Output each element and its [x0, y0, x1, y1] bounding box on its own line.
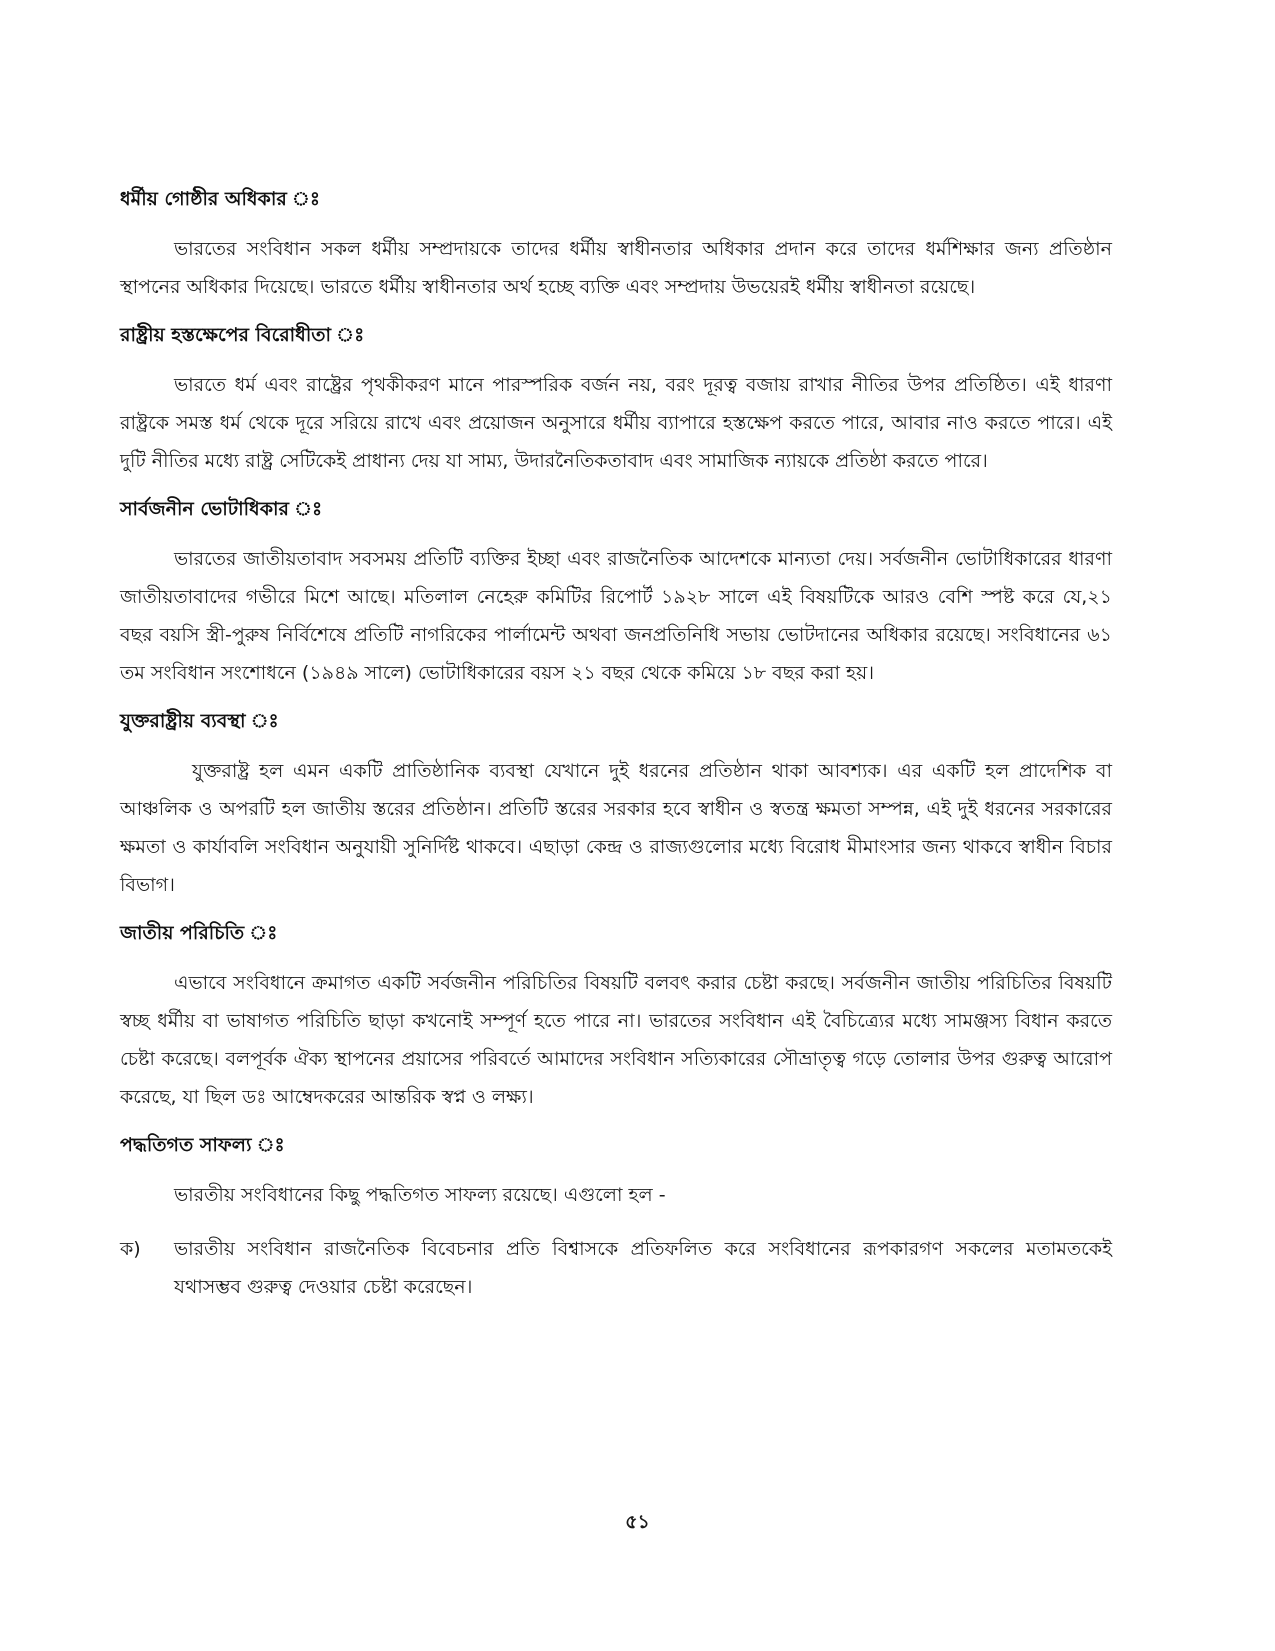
section-paragraph: ভারতীয় সংবিধানের কিছু পদ্ধতিগত সাফল্য রয়েছে। এগুলো হল - [174, 1184, 666, 1206]
list-marker: ক) [120, 1238, 141, 1260]
section-paragraph: এভাবে সংবিধানে ক্রমাগত একটি সর্বজনীন পরিচিতির বিষয়টি বলবৎ করার চেষ্টা করছে। সর্বজনীন জাতীয় পরিচিতির বিষয়টি স্বচ্ছ ধর্মীয় বা ভাষাগত পরিচিতি ছাড়া কখনোই সম্পূর্ণ হতে পারে না। ভারতের সংবিধান এই বৈচিত্র্যের মধ্যে সামঞ্জস্য বিধান করতে চেষ্টা করেছে। বলপূর্বক ঐক্য স্থাপনের প্রয়াসের পরিবর্তে আমাদের সংবিধান সত্যিকারের সৌভ্রাতৃত্ব গড়ে তোলার উপর গুরুত্ব আরোপ করেছে, যা ছিল ডঃ আম্বেদকরের আন্তরিক স্বপ্ন ও লক্ষ্য। [120, 972, 1112, 1108]
section-federal-system [120, 708, 1112, 904]
section-universal-suffrage [120, 496, 1112, 692]
section-religious-group-rights [120, 186, 1112, 306]
section-paragraph: ভারতে ধর্ম এবং রাষ্ট্রের পৃথকীকরণ মানে পারস্পরিক বর্জন নয়, বরং দূরত্ব বজায় রাখার নীতির উপর প্রতিষ্ঠিত। এই ধারণা রাষ্ট্রকে সমস্ত ধর্ম থেকে দূরে সরিয়ে রাখে এবং প্রয়োজন অনুসারে ধর্মীয় ব্যাপারে হস্তক্ষেপ করতে পারে, আবার নাও করতে পারে। এই দুটি নীতির মধ্যে রাষ্ট্র সেটিকেই প্রাধান্য দেয় যা সাম্য, উদারনৈতিকতাবাদ এবং সামাজিক ন্যায়কে প্রতিষ্ঠা করতে পারে। [120, 374, 1112, 472]
section-heading: যুক্তরাষ্ট্রীয় ব্যবস্থা ঃ [120, 710, 279, 732]
section-heading: রাষ্ট্রীয় হস্তক্ষেপের বিরোধীতা ঃ [120, 324, 365, 346]
section-heading: পদ্ধতিগত সাফল্য ঃ [120, 1134, 285, 1156]
section-paragraph: যুক্তরাষ্ট্র হল এমন একটি প্রাতিষ্ঠানিক ব্যবস্থা যেখানে দুই ধরনের প্রতিষ্ঠান থাকা আবশ্যক। এর একটি হল প্রাদেশিক বা আঞ্চলিক ও অপরটি হল জাতীয় স্তরের প্রতিষ্ঠান। প্রতিটি স্তরের সরকার হবে স্বাধীন ও স্বতন্ত্র ক্ষমতা সম্পন্ন, এই দুই ধরনের সরকারের ক্ষমতা ও কার্যাবলি সংবিধান অনুযায়ী সুনির্দিষ্ট থাকবে। এছাড়া কেন্দ্র ও রাজ্যগুলোর মধ্যে বিরোধ মীমাংসার জন্য থাকবে স্বাধীন বিচার বিভাগ। [120, 760, 1112, 896]
section-state-intervention [120, 322, 1112, 480]
section-paragraph: ভারতের সংবিধান সকল ধর্মীয় সম্প্রদায়কে তাদের ধর্মীয় স্বাধীনতার অধিকার প্রদান করে তাদের ধর্মশিক্ষার জন্য প্রতিষ্ঠান স্থাপনের অধিকার দিয়েছে। ভারতে ধর্মীয় স্বাধীনতার অর্থ হচ্ছে ব্যক্তি এবং সম্প্রদায় উভয়েরই ধর্মীয় স্বাধীনতা রয়েছে। [120, 238, 1112, 298]
section-heading: জাতীয় পরিচিতি ঃ [120, 922, 278, 944]
page-number: ৫১ [625, 1511, 650, 1533]
section-heading: ধর্মীয় গোষ্ঠীর অধিকার ঃ [120, 188, 320, 210]
section-procedural-success [120, 1132, 1112, 1306]
list-item [120, 1230, 1112, 1306]
section-paragraph: ভারতের জাতীয়তাবাদ সবসময় প্রতিটি ব্যক্তির ইচ্ছা এবং রাজনৈতিক আদেশকে মান্যতা দেয়। সর্বজনীন ভোটাধিকারের ধারণা জাতীয়তাবাদের গভীরে মিশে আছে। মতিলাল নেহেরু কমিটির রিপোর্ট ১৯২৮ সালে এই বিষয়টিকে আরও বেশি স্পষ্ট করে যে,২১ বছর বয়সি স্ত্রী-পুরুষ নির্বিশেষে প্রতিটি নাগরিকের পার্লামেন্ট অথবা জনপ্রতিনিধি সভায় ভোটদানের অধিকার রয়েছে। সংবিধানের ৬১ তম সংবিধান সংশোধনে (১৯৪৯ সালে) ভোটাধিকারের বয়স ২১ বছর থেকে কমিয়ে ১৮ বছর করা হয়। [120, 548, 1112, 684]
list-text: ভারতীয় সংবিধান রাজনৈতিক বিবেচনার প্রতি বিশ্বাসকে প্রতিফলিত করে সংবিধানের রূপকারগণ সকলের মতামতকেই যথাসম্ভব গুরুত্ব দেওয়ার চেষ্টা করেছেন। [174, 1238, 1112, 1298]
section-heading: সার্বজনীন ভোটাধিকার ঃ [120, 498, 323, 520]
section-national-identity [120, 920, 1112, 1116]
document-body [120, 186, 1112, 1306]
